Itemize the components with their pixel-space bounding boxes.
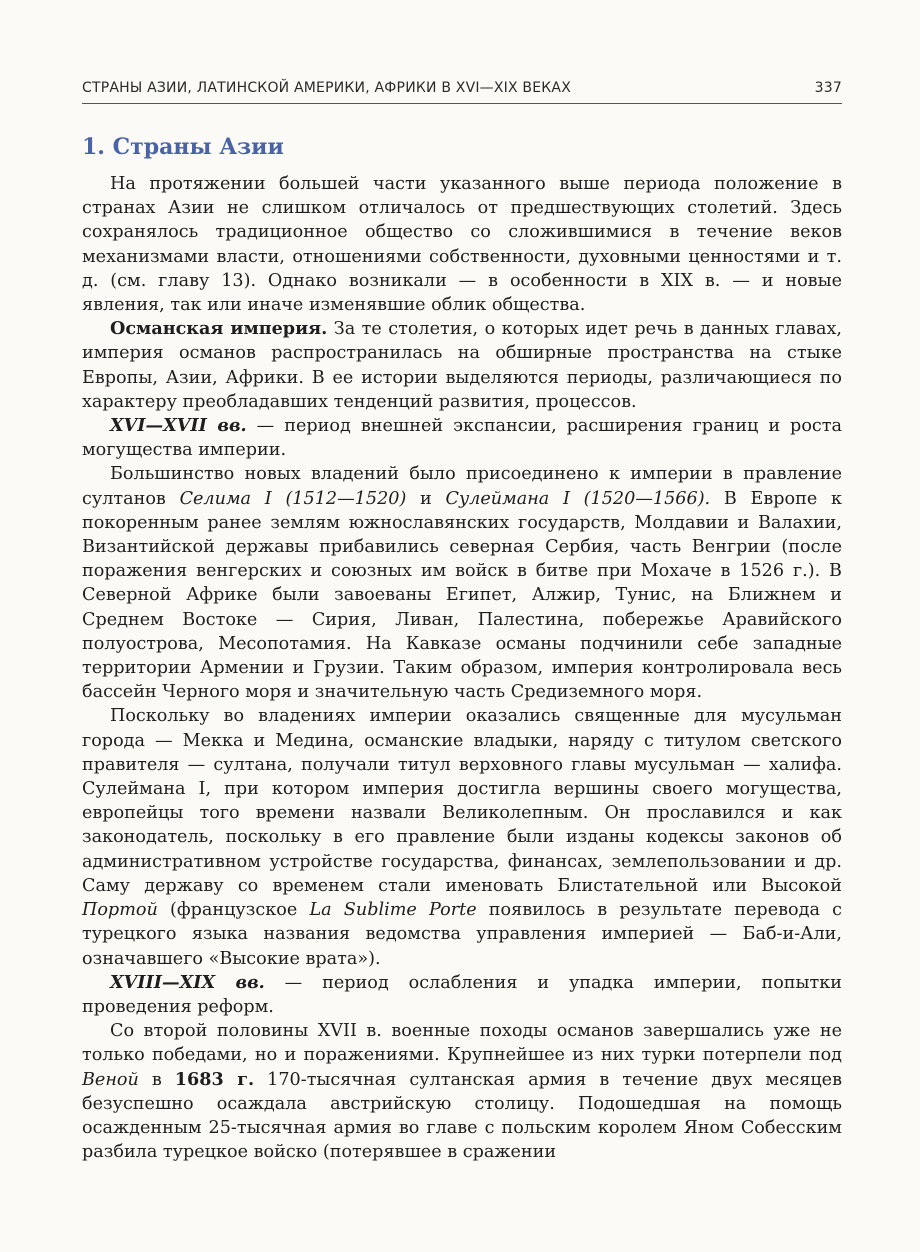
italic-run: Сулеймана I (1520—1566). xyxy=(445,488,711,509)
paragraph-text: На протяжении большей части указанного выше периода положение в странах Азии не слишком отличалось от предшествующих столетий. Здесь сохранялось традиционное общество со сложившимися в течение веков механизмами власти, отношениями собственности, духовными ценностями и т. д. (см. главу 13). Однако возникали — в особенности в XIX в. — и новые явления, так или иначе изменявшие облик общества. xyxy=(82,174,842,316)
paragraph-caliphate xyxy=(82,704,842,970)
paragraph-period-18-19 xyxy=(82,971,842,1019)
text-run: появилось в результате перевода с турецкого языка названия ведомства управления империей — Баб-и-Али, означавшего «Высокие врата»). xyxy=(82,900,842,969)
running-header-title: СТРАНЫ АЗИИ, ЛАТИНСКОЙ АМЕРИКИ, АФРИКИ В XVI—XIX ВЕКАХ xyxy=(82,80,571,96)
text-run: в xyxy=(138,1069,175,1090)
text-run: Со второй половины XVII в. военные походы османов завершались уже не только победами, но и поражениями. Крупнейшее из них турки потерпели под xyxy=(82,1021,842,1066)
period-label: XVIII—XIX вв. xyxy=(110,971,265,993)
paragraph-text: За те столетия, о которых идет речь в данных главах, империя османов распространилась на обширные пространства на стыке Европы, Азии, Африки. В ее истории выделяются периоды, различающиеся по характеру преобладавших тенденций развития, процессов. xyxy=(82,319,842,412)
italic-run: La Sublime Porte xyxy=(309,900,477,921)
text-run: и xyxy=(406,488,446,509)
italic-run: Селима I (1512—1520) xyxy=(179,488,407,509)
page-number: 337 xyxy=(814,80,842,96)
paragraph-ottoman-empire xyxy=(82,317,842,414)
paragraph-conquests xyxy=(82,462,842,704)
bold-run: 1683 г. xyxy=(174,1068,255,1090)
text-run: (французское xyxy=(157,900,310,921)
section-title: 1. Страны Азии xyxy=(82,134,284,160)
paragraph-period-16-17 xyxy=(82,414,842,462)
paragraph-text: — период ослабления и упадка империи, попытки проведения реформ. xyxy=(82,972,842,1017)
text-run: Поскольку во владениях империи оказались священные для мусульман города — Мекка и Медина, османские владыки, наряду с титулом светского правителя — султана, получали титул верховного главы мусульман — халифа. Сулеймана I, при котором империя достигла вершины своего могущества, европейцы того времени назвали Великолепным. Он прославился и как законодатель, поскольку в его правление были изданы кодексы законов об административном устройстве государства, финансах, землепользовании и др. Саму державу со временем стали именовать Блистательной или Высокой xyxy=(82,706,842,896)
running-header xyxy=(82,80,842,104)
italic-run: Веной xyxy=(82,1069,139,1090)
text-run: Большинство новых владений было присоединено к империи в правление султанов xyxy=(82,464,842,509)
text-run: В Европе к покоренным ранее землям южнославянских государств, Молдавии и Валахии, Византийской державы прибавились северная Сербия, часть Венгрии (после поражения венгерских и союзных им войск в битве при Мохаче в 1526 г.). В Северной Африке были завоеваны Египет, Алжир, Тунис, на Ближнем и Среднем Востоке — Сирия, Ливан, Палестина, побережье Аравийского полуострова, Месопотамия. На Кавказе османы подчинили себе западные территории Армении и Грузии. Таким образом, империя контролировала весь бассейн Черного моря и значительную часть Средиземного моря. xyxy=(82,488,842,703)
paragraph-text: — период внешней экспансии, расширения границ и роста могущества империи. xyxy=(82,416,842,461)
paragraph-vienna xyxy=(82,1019,842,1164)
text-run: 170-тысячная султанская армия в течение двух месяцев безуспешно осаждала австрийскую столицу. Подошедшая на помощь осажденным 25-тысячная армия во главе с польским королем Яном Собесским разбила турецкое войско (потерявшее в сражении xyxy=(82,1069,842,1163)
paragraph-intro xyxy=(82,172,842,317)
italic-run: Портой xyxy=(82,900,158,921)
paragraph-heading-bold: Османская империя. xyxy=(110,318,328,340)
period-label: XVI—XVII вв. xyxy=(110,415,247,437)
